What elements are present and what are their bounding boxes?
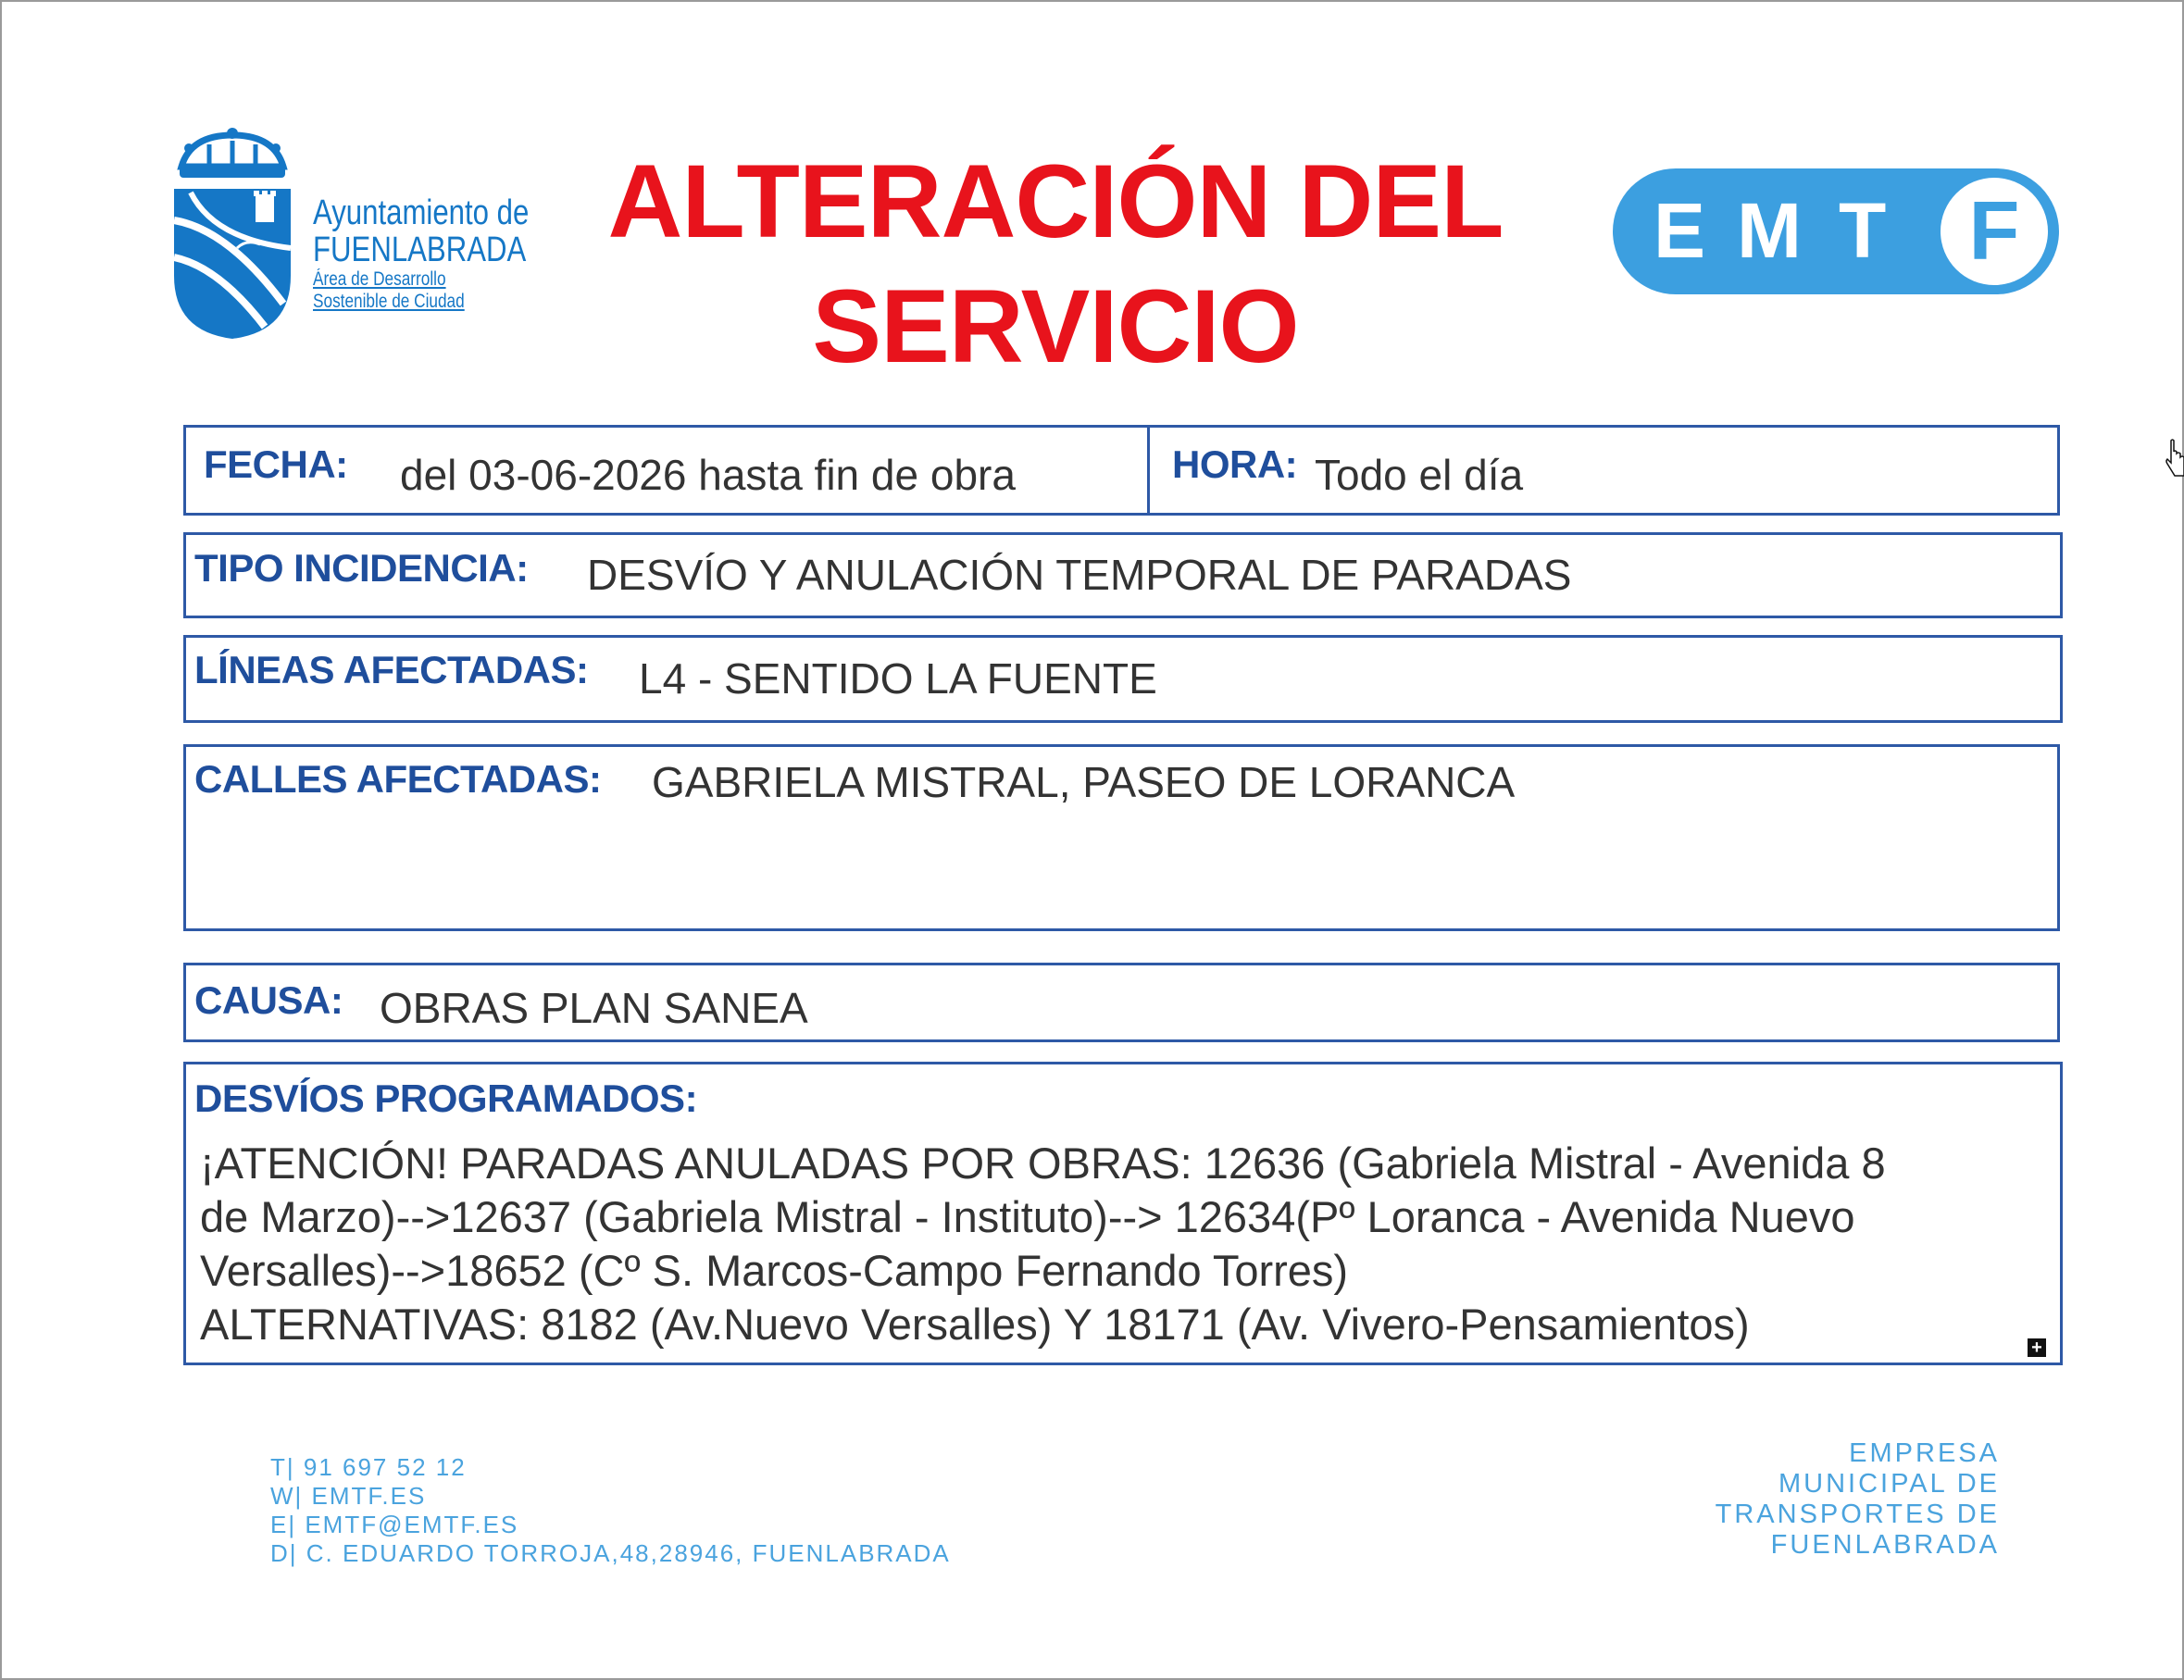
emtf-logo (1613, 168, 2059, 294)
city-line-area: Área de Desarrollo (313, 268, 446, 290)
company-line-2: MUNICIPAL DE (1778, 1469, 2000, 1499)
emtf-letter-f: F (1968, 185, 2020, 278)
emtf-letter-m: M (1737, 187, 1802, 274)
calles-afectadas-label: CALLES AFECTADAS: (194, 757, 602, 801)
company-name (1648, 1438, 2000, 1561)
desvios-line-2: de Marzo)-->12637 (Gabriela Mistral - Instituto)--> 12634(Pº Loranca - Avenida Nuevo (200, 1192, 1855, 1241)
contact-info (270, 1453, 951, 1568)
calles-afectadas-value: GABRIELA MISTRAL, PASEO DE LORANCA (652, 758, 1516, 806)
company-line-1: EMPRESA (1849, 1438, 2000, 1468)
emtf-letter-t: T (1839, 187, 1887, 274)
desvios-line-1: ¡ATENCIÓN! PARADAS ANULADAS POR OBRAS: 12636 (Gabriela Mistral - Avenida 8 (200, 1139, 1886, 1188)
desvios-line-3: Versalles)-->18652 (Cº S. Marcos-Campo Fernando Torres) (200, 1246, 1349, 1295)
hora-label: HORA: (1172, 442, 1298, 486)
contact-web: W| EMTF.ES (270, 1482, 427, 1510)
city-hall-text (313, 194, 577, 313)
city-line-ayuntamiento: Ayuntamiento de (313, 193, 530, 232)
company-line-3: TRANSPORTES DE (1715, 1500, 2000, 1529)
expand-plus-icon[interactable]: + (2028, 1338, 2046, 1357)
fecha-hora-divider (1147, 425, 1150, 516)
desvios-programados-text (200, 1137, 2052, 1351)
city-shield-icon (172, 128, 293, 341)
lineas-afectadas-value: L4 - SENTIDO LA FUENTE (639, 654, 1157, 703)
hora-value: Todo el día (1315, 451, 1524, 499)
causa-value: OBRAS PLAN SANEA (380, 984, 808, 1032)
page-title (546, 139, 1565, 389)
desvios-programados-label: DESVÍOS PROGRAMADOS: (194, 1076, 698, 1120)
fecha-label: FECHA: (204, 442, 348, 486)
tipo-incidencia-value: DESVÍO Y ANULACIÓN TEMPORAL DE PARADAS (587, 551, 1572, 599)
title-line-2: SERVICIO (812, 268, 1299, 384)
company-line-4: FUENLABRADA (1770, 1530, 2000, 1560)
causa-label: CAUSA: (194, 978, 343, 1022)
hand-cursor-icon (2165, 439, 2184, 481)
city-hall-logo (172, 128, 530, 350)
lineas-afectadas-label: LÍNEAS AFECTADAS: (194, 648, 589, 691)
tipo-incidencia-label: TIPO INCIDENCIA: (194, 546, 529, 590)
emtf-circle-icon (1941, 178, 2048, 285)
contact-email: E| EMTF@EMTF.ES (270, 1511, 519, 1538)
contact-phone: T| 91 697 52 12 (270, 1453, 467, 1481)
title-line-1: ALTERACIÓN DEL (607, 143, 1504, 259)
emtf-letter-e: E (1654, 187, 1706, 274)
contact-address: D| C. EDUARDO TORROJA,48,28946, FUENLABRADA (270, 1539, 951, 1567)
city-line-sostenible: Sostenible de Ciudad (313, 291, 465, 312)
city-line-fuenlabrada: FUENLABRADA (313, 230, 527, 269)
fecha-value: del 03-06-2026 hasta fin de obra (400, 451, 1016, 499)
desvios-line-4: ALTERNATIVAS: 8182 (Av.Nuevo Versalles) Y 18171 (Av. Vivero-Pensamientos) (200, 1300, 1750, 1349)
